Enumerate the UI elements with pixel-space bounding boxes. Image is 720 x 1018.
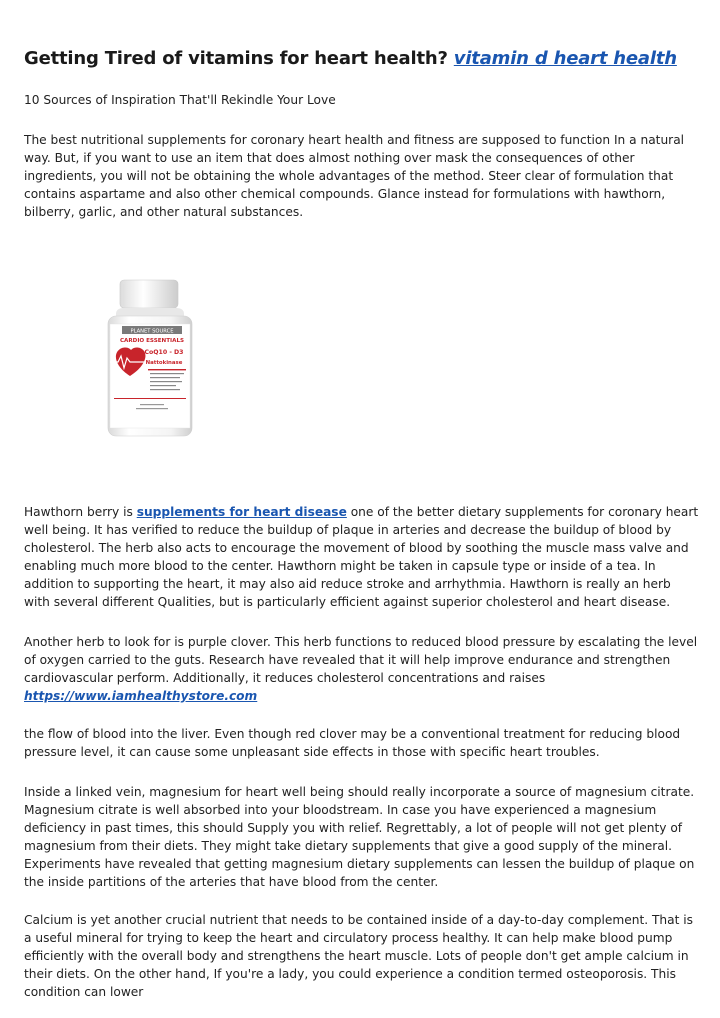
heart-disease-link[interactable]: supplements for heart disease xyxy=(136,505,347,519)
paragraph-calcium: Calcium is yet another crucial nutrient that needs to be contained inside of a day-to-day complement. That is a useful mineral for trying to keep the heart and circulatory process healthy. It can help make blood pump efficiently with the overall body and strengthens the heart muscle. Lots of people don't get ample calcium in their diets. On the other hand, If you're a lady, you could experience a condition termed osteoporosis. This condition can lower xyxy=(24,913,694,999)
paragraph-magnesium: Inside a linked vein, magnesium for heart well being should really incorporate a source of magnesium citrate. Magnesium citrate is well absorbed into your bloodstream. In case you have experienced a magnesium deficiency in past times, this should Supply you with relief. Regrettably, a lot of people will not get plenty of magnesium from their diets. They might take dietary supplements that give a good supply of the mineral. Experiments have revealed that getting magnesium dietary supplements can lessen the buildup of plaque on the inside partitions of the arteries that have blood from the center. xyxy=(24,785,695,889)
title-text: Getting Tired of vitamins for heart health? xyxy=(24,48,454,69)
store-link[interactable]: https://www.iamhealthystore.com xyxy=(24,689,258,703)
hawthorn-text-start: Hawthorn berry is xyxy=(24,505,137,519)
paragraph-intro: The best nutritional supplements for coronary heart health and fitness are supposed to function In a natural way. But, if you want to use an item that does almost nothing over mask the consequences of other ingredients, you will not be obtaining the whole advantages of the method. Steer clear of formulation that contains aspartame and also other chemical compounds. Glance instead for formulations with hawthorn, bilberry, garlic, and other natural substances. xyxy=(24,133,685,219)
paragraph-liver: the flow of blood into the liver. Even though red clover may be a conventional treatment for reducing blood pressure level, it can cause some unpleasant side effects in those with specific heart troubles. xyxy=(24,727,681,759)
supplement-bottle-image xyxy=(100,278,200,440)
hawthorn-text-end: one of the better dietary supplements for coronary heart well being. It has verified to reduce the buildup of plaque in arteries and decrease the buildup of blood by cholesterol. The herb also acts to encourage the movement of blood by soothing the muscle mass valve and enabling much more blood to the center. Hawthorn might be taken in capsule type or inside of a tea. In addition to supporting the heart, it may also aid reduce stroke and arrhythmia. Hawthorn is really an herb with several different Qualities, but is particularly efficient against superior cholesterol and heart disease. xyxy=(24,505,699,609)
subtitle: 10 Sources of Inspiration That'll Rekindle Your Love xyxy=(24,93,336,107)
clover-text: Another herb to look for is purple clover. This herb functions to reduced blood pressure by escalating the level of oxygen carried to the guts. Research have revealed that it will help improve endurance and strengthen cardiovascular perform. Additionally, it reduces cholesterol concentrations and raises xyxy=(24,635,698,685)
label-name2: Nattokinase xyxy=(145,360,183,366)
label-name1: CoQ10 - D3 xyxy=(144,349,184,356)
paragraph-hawthorn xyxy=(24,503,700,611)
label-line: CARDIO ESSENTIALS xyxy=(119,338,185,344)
title-link[interactable]: vitamin d heart health xyxy=(453,48,677,69)
label-brand: PLANET SOURCE xyxy=(130,328,174,335)
page-title xyxy=(24,48,677,69)
paragraph-clover xyxy=(24,633,700,705)
